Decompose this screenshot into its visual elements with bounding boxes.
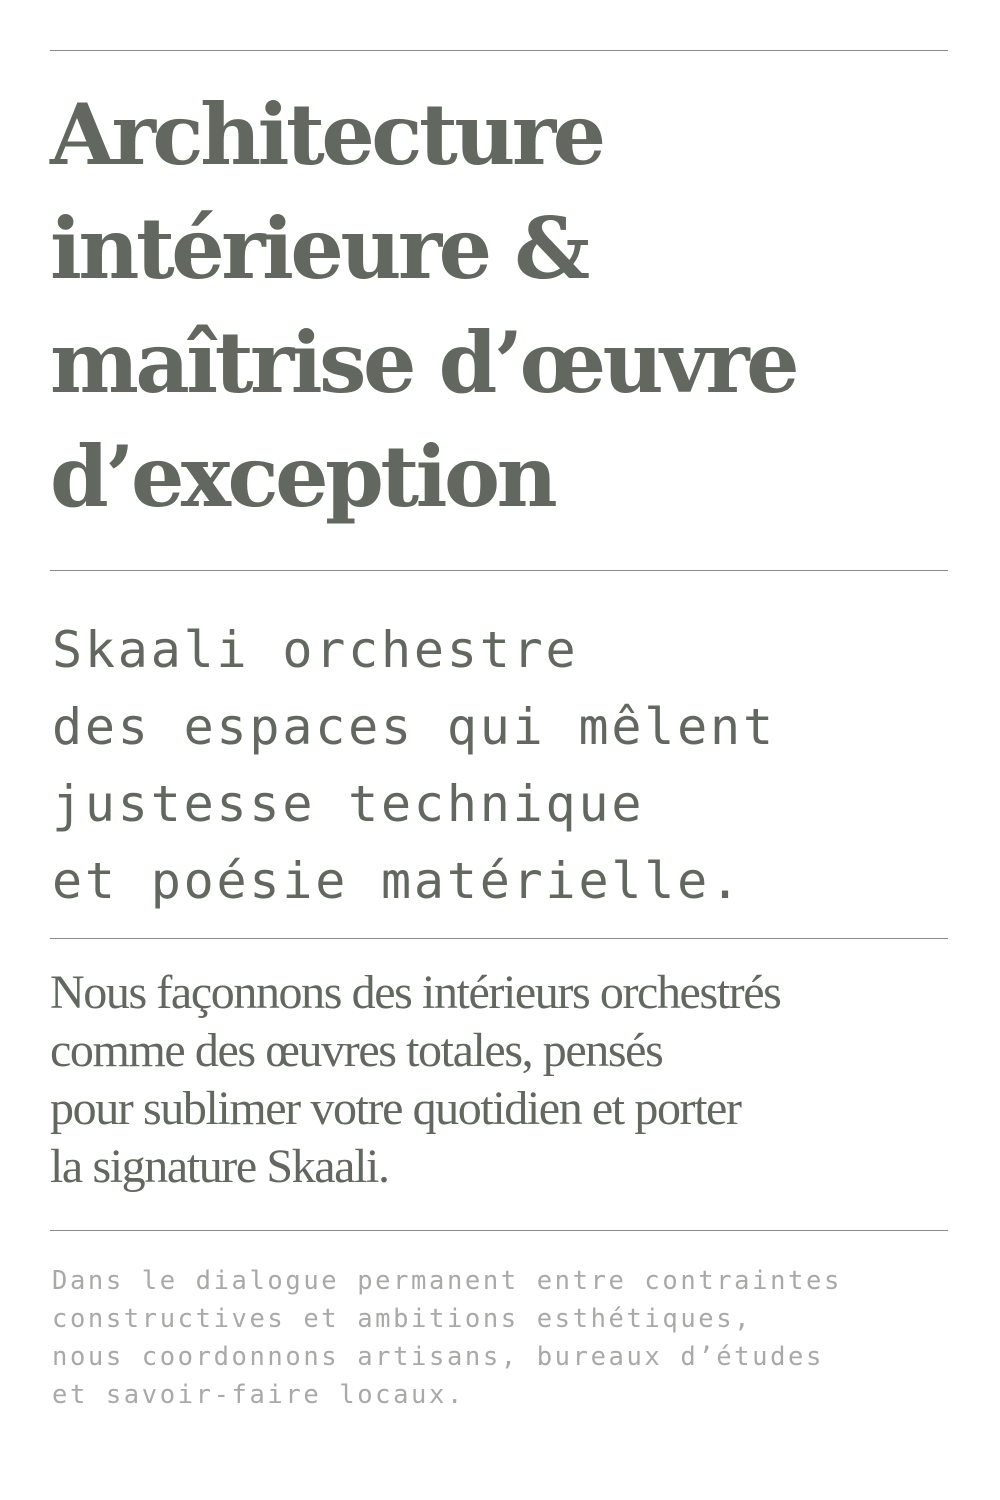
lead-line: Skaali orchestre xyxy=(52,621,579,679)
lead-line: et poésie matérielle. xyxy=(52,852,743,910)
footnote-paragraph xyxy=(52,1262,948,1414)
headline-line: maîtrise d’œuvre xyxy=(50,313,797,412)
body-line: la signature Skaali. xyxy=(50,1140,389,1193)
lead-line: des espaces qui mêlent xyxy=(52,698,776,756)
headline-line: d’exception xyxy=(50,427,555,526)
page xyxy=(50,0,948,1500)
divider-after-body xyxy=(50,1230,948,1231)
lead-line: justesse technique xyxy=(52,775,645,833)
divider-after-lead xyxy=(50,938,948,939)
lead-statement xyxy=(52,612,948,920)
divider-top xyxy=(50,50,948,51)
headline-line: intérieure & xyxy=(50,199,587,298)
divider-after-headline xyxy=(50,570,948,571)
headline xyxy=(50,78,948,534)
body-line: Nous façonnons des intérieurs orchestrés xyxy=(50,966,781,1019)
body-line: pour sublimer votre quotidien et porter xyxy=(50,1082,741,1135)
footnote-line: Dans le dialogue permanent entre contraintes xyxy=(52,1266,842,1296)
headline-line: Architecture xyxy=(50,85,603,184)
footnote-line: et savoir-faire locaux. xyxy=(52,1380,465,1410)
footnote-line: constructives et ambitions esthétiques, xyxy=(52,1304,753,1334)
footnote-line: nous coordonnons artisans, bureaux d’études xyxy=(52,1342,824,1372)
body-line: comme des œuvres totales, pensés xyxy=(50,1024,663,1077)
body-paragraph xyxy=(50,964,948,1196)
